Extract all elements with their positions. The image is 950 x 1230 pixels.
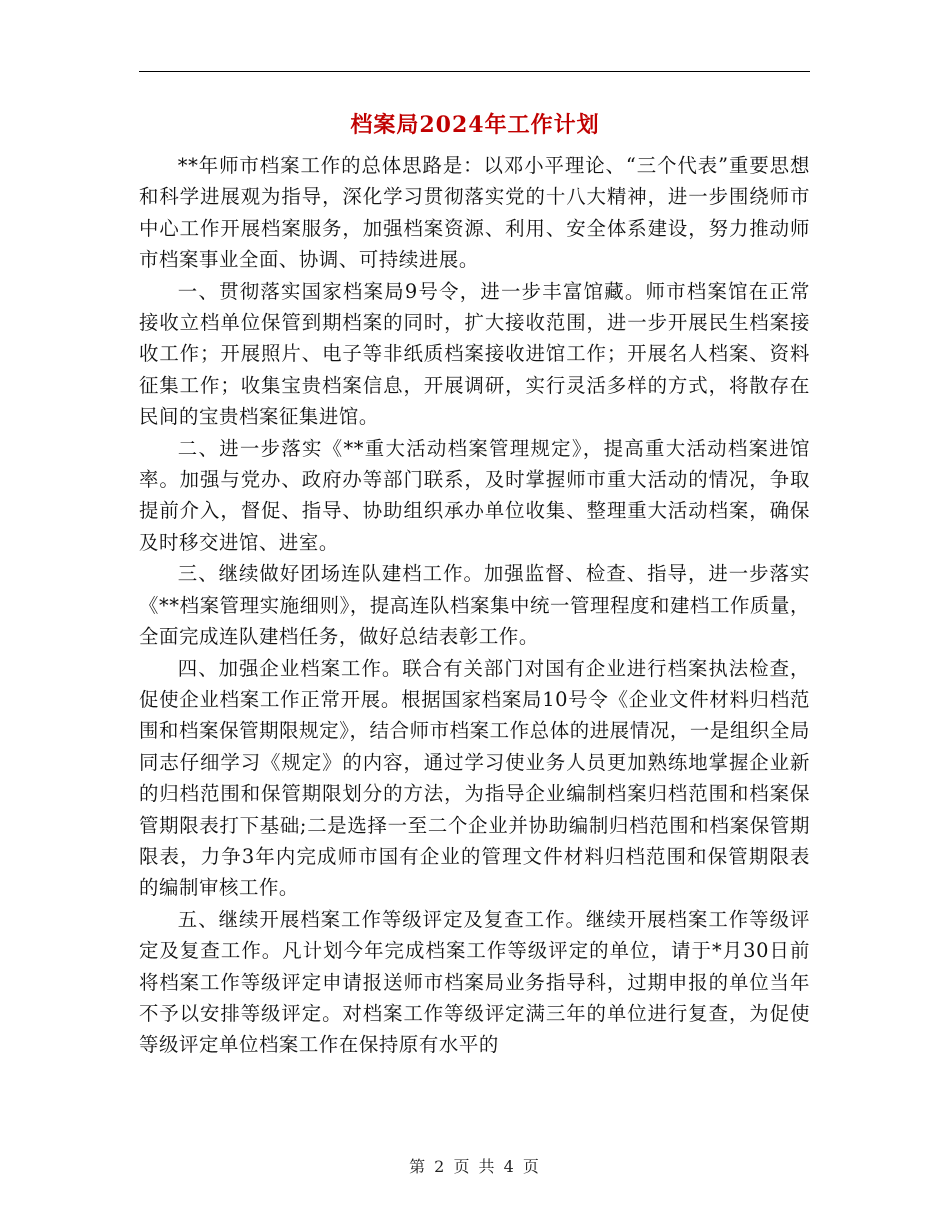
paragraph-2: 二、进一步落实《**重大活动档案管理规定》，提高重大活动档案进馆率。加强与党办、政府办等部门联系，及时掌握师市重大活动的情况，争取提前介入，督促、指导、协助组织承办单位收集、整理重大活动档案，确保及时移交进馆、进室。 [139, 436, 810, 554]
paragraph-4: 四、加强企业档案工作。联合有关部门对国有企业进行档案执法检查，促使企业档案工作正常开展。根据国家档案局10号令《企业文件材料归档范围和档案保管期限规定》，结合师市档案工作总体的进展情况，一是组织全局同志仔细学习《规定》的内容，通过学习使业务人员更加熟练地掌握企业新的归档范围和保管期限划分的方法，为指导企业编制档案归档范围和档案保管期限表打下基础;二是选择一至二个企业并协助编制归档范围和档案保管期限表，力争3年内完成师市国有企业的管理文件材料归档范围和保管期限表的编制审核工作。 [139, 656, 810, 900]
paragraph-3: 三、继续做好团场连队建档工作。加强监督、检查、指导，进一步落实《**档案管理实施细则》，提高连队档案集中统一管理程度和建档工作质量，全面完成连队建档任务，做好总结表彰工作。 [139, 562, 810, 649]
paragraph-intro: **年师市档案工作的总体思路是：以邓小平理论、“三个代表”重要思想和科学进展观为指导，深化学习贯彻落实党的十八大精神，进一步围绕师市中心工作开展档案服务，加强档案资源、利用、安全体系建设，努力推动师市档案事业全面、协调、可持续进展。 [139, 154, 810, 272]
paragraph-1: 一、贯彻落实国家档案局9号令，进一步丰富馆藏。师市档案馆在正常接收立档单位保管到期档案的同时，扩大接收范围，进一步开展民生档案接收工作；开展照片、电子等非纸质档案接收进馆工作；开展名人档案、资料征集工作；收集宝贵档案信息，开展调研，实行灵活多样的方式，将散存在民间的宝贵档案征集进馆。 [139, 279, 810, 429]
paragraph-5: 五、继续开展档案工作等级评定及复查工作。继续开展档案工作等级评定及复查工作。凡计划今年完成档案工作等级评定的单位，请于*月30日前将档案工作等级评定申请报送师市档案局业务指导科，过期申报的单位当年不予以安排等级评定。对档案工作等级评定满三年的单位进行复查，为促使等级评定单位档案工作在保持原有水平的 [139, 907, 810, 1057]
document-title: 档案局2024年工作计划 [350, 112, 600, 138]
page-number: 第 2 页 共 4 页 [409, 1157, 541, 1176]
header-rule [139, 71, 810, 72]
document-body [139, 150, 810, 1061]
